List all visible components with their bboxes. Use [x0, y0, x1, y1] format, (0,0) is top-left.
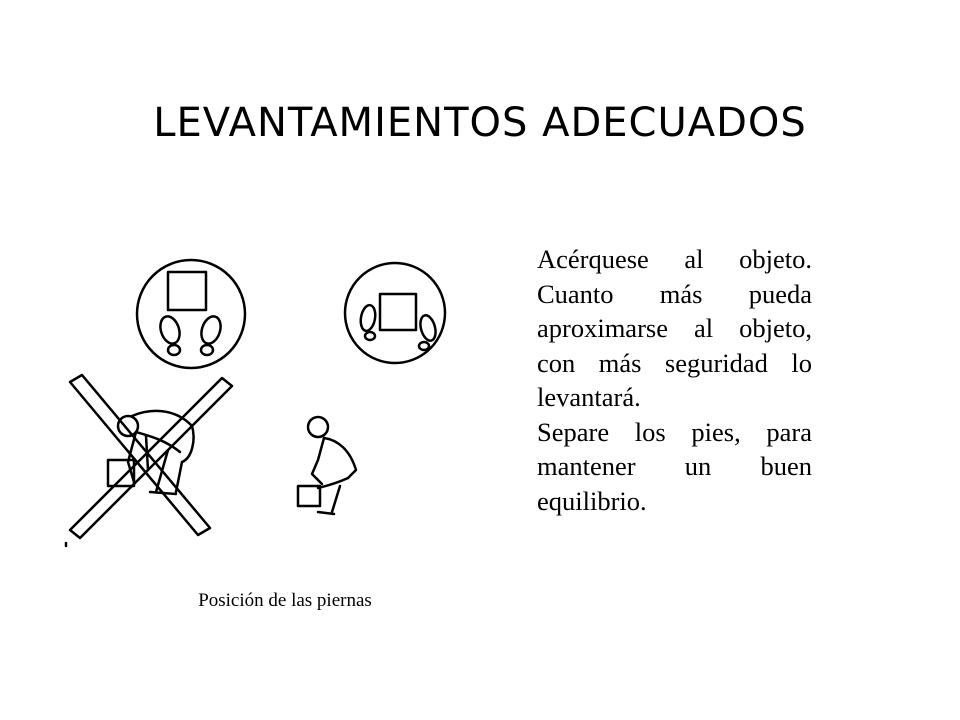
instruction-text: [537, 242, 812, 518]
feet-position-diagram-side: [345, 263, 445, 363]
squatting-worker-figure: [298, 417, 356, 514]
figure-caption: Posición de las piernas: [198, 590, 372, 611]
instruction-paragraph-approach: Acérquese al objeto. Cuanto más pueda aproximarse al objeto, con más seguridad lo levantará.: [537, 244, 812, 412]
slide-title: LEVANTAMIENTOS ADECUADOS: [153, 100, 807, 146]
bending-worker-figure: [70, 375, 232, 538]
feet-position-diagram-wide: [137, 260, 245, 368]
instruction-paragraph-feet: Separe los pies, para mantener un buen equilibrio.: [537, 416, 812, 516]
